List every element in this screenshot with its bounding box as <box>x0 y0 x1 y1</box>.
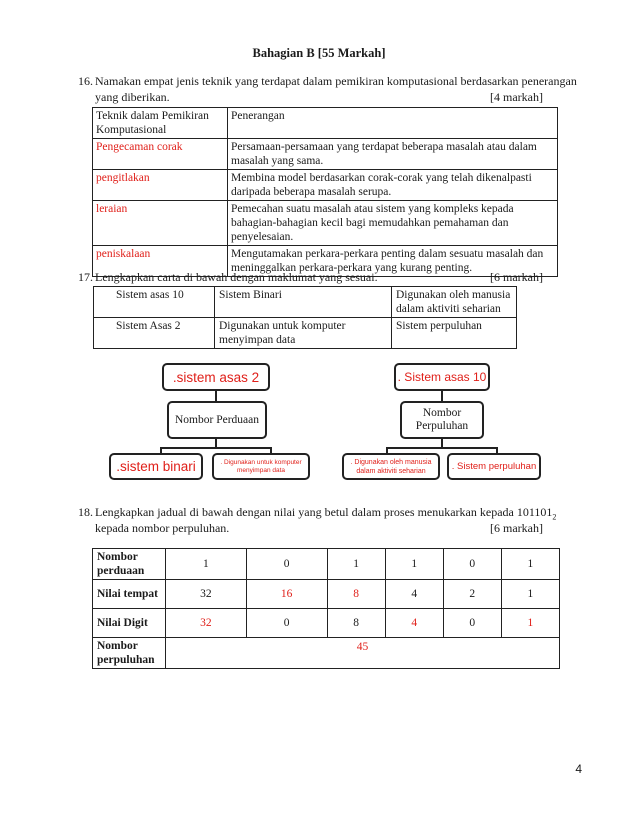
q16-number: 16. <box>78 74 93 88</box>
technique-cell: peniskalaan <box>93 246 228 277</box>
table-cell: 0 <box>246 549 327 580</box>
table-cell: Sistem Asas 2 <box>94 318 215 349</box>
table-cell: 0 <box>443 609 501 638</box>
description-cell: Persamaan-persamaan yang terdapat beberapa masalah atau dalam masalah yang sama. <box>228 139 558 170</box>
q16-table <box>92 107 558 277</box>
table-cell: Sistem perpuluhan <box>392 318 517 349</box>
row-label: Nilai tempat <box>93 580 166 609</box>
q16-text-line2: yang diberikan. <box>95 90 170 104</box>
q18-text-line2: kepada nombor perpuluhan. <box>95 521 230 535</box>
row-label: Nombor perduaan <box>93 549 166 580</box>
q16-marks: [4 markah] <box>490 90 543 104</box>
table-cell: Sistem asas 10 <box>94 287 215 318</box>
table-cell: 32 <box>166 580 247 609</box>
technique-cell: Pengecaman corak <box>93 139 228 170</box>
technique-cell: leraian <box>93 201 228 246</box>
table-cell: 16 <box>246 580 327 609</box>
final-value-cell: 45 <box>166 638 560 669</box>
table-cell: 1 <box>166 549 247 580</box>
chart-right-middle-box: Nombor Perpuluhan <box>400 401 484 439</box>
table-cell: Digunakan oleh manusia dalam aktiviti seharian <box>392 287 517 318</box>
table-cell: 8 <box>327 580 385 609</box>
table-row <box>93 609 560 638</box>
q17-table <box>93 286 517 349</box>
description-cell: Mengutamakan perkara-perkara penting dalam sesuatu masalah dan meninggalkan perkara-perkara yang kurang penting. <box>228 246 558 277</box>
table-row <box>93 580 560 609</box>
chart-right-bottom-right-box: . Sistem perpuluhan <box>447 453 541 480</box>
q18-table <box>92 548 560 669</box>
table-row <box>94 318 517 349</box>
chart-left-bottom-left-box: .sistem binari <box>109 453 203 480</box>
table-cell: 1 <box>501 609 559 638</box>
table-cell: 4 <box>385 609 443 638</box>
chart-right-top-box: . Sistem asas 10 <box>394 363 490 391</box>
table-cell: 2 <box>443 580 501 609</box>
q17-number: 17. <box>78 270 93 284</box>
table-row <box>93 170 558 201</box>
chart-left-middle-box: Nombor Perduaan <box>167 401 267 439</box>
description-cell: Membina model berdasarkan corak-corak yang telah dikenalpasti daripada beberapa masalah serupa. <box>228 170 558 201</box>
table-cell: 0 <box>443 549 501 580</box>
section-title: Bahagian B [55 Markah] <box>252 46 386 60</box>
q18-marks: [6 markah] <box>490 521 543 535</box>
page-number: 4 <box>575 762 582 776</box>
table-cell: 1 <box>327 549 385 580</box>
table-cell: 1 <box>385 549 443 580</box>
table-cell: 0 <box>246 609 327 638</box>
table-row <box>93 549 560 580</box>
table-row <box>93 139 558 170</box>
table-cell: 1 <box>501 549 559 580</box>
q17-text: Lengkapkan carta di bawah dengan maklumat yang sesuai. <box>95 270 378 284</box>
row-label: Nilai Digit <box>93 609 166 638</box>
technique-cell: pengitlakan <box>93 170 228 201</box>
table-header-technique: Teknik dalam Pemikiran Komputasional <box>93 108 228 139</box>
table-row <box>94 287 517 318</box>
table-header-row <box>93 108 558 139</box>
connector-line <box>386 447 498 449</box>
table-cell: 32 <box>166 609 247 638</box>
chart-left-top-box: .sistem asas 2 <box>162 363 270 391</box>
table-cell: 1 <box>501 580 559 609</box>
q18-text-main: Lengkapkan jadual di bawah dengan nilai yang betul dalam proses menukarkan kepada 101101 <box>95 505 553 519</box>
table-row <box>93 201 558 246</box>
table-cell: Sistem Binari <box>215 287 392 318</box>
q18-number: 18. <box>78 505 93 519</box>
description-cell: Pemecahan suatu masalah atau sistem yang kompleks kepada bahagian-bahagian kecil bagi memudahkan pemahaman dan penyelesaian. <box>228 201 558 246</box>
table-row <box>93 638 560 669</box>
table-header-description: Penerangan <box>228 108 558 139</box>
q16-text-line1: Namakan empat jenis teknik yang terdapat dalam pemikiran komputasional berdasarkan penerangan <box>95 74 577 88</box>
chart-left-bottom-right-box: . Digunakan untuk komputer menyimpan data <box>212 453 310 480</box>
connector-line <box>160 447 272 449</box>
q18-base-subscript: 2 <box>552 512 557 522</box>
row-label: Nombor perpuluhan <box>93 638 166 669</box>
table-cell: Digunakan untuk komputer menyimpan data <box>215 318 392 349</box>
q17-marks: [6 markah] <box>490 270 543 284</box>
table-cell: 8 <box>327 609 385 638</box>
chart-right-bottom-left-box: . Digunakan oleh manusia dalam aktiviti seharian <box>342 453 440 480</box>
table-cell: 4 <box>385 580 443 609</box>
